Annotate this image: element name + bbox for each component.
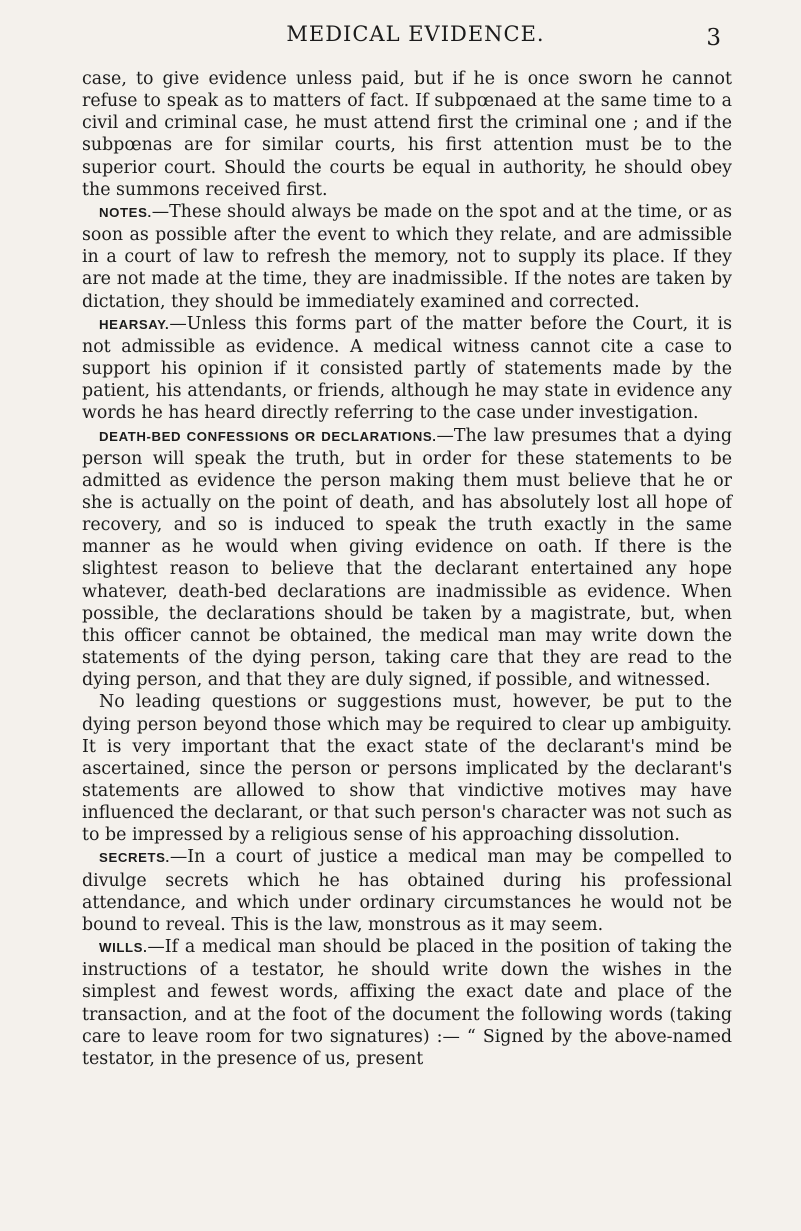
paragraph-opening: case, to give evidence unless paid, but if he is once sworn he cannot refuse to speak as to matters of fact. If subpœnaed at the same time to a civil and criminal case, he must attend first the criminal one ; and if the subpœnas are for similar courts, his first attention must be to the superior court. Should the courts be equal in authority, he should obey the summons received first. [82, 69, 732, 200]
paragraph-wills [82, 936, 732, 1070]
paragraph-hearsay-text: —Unless this forms part of the matter before the Court, it is not admissible as evidence. A medical witness cannot cite a case to support his opinion if it consisted partly of statements made by the patient, his attendants, or friends, although he may state in evidence any words he has heard directly referring to the case under investigation. [82, 313, 732, 424]
paragraph-death-bed-text: —The law presumes that a dying person will speak the truth, but in order for these statements to be admitted as evidence the person making them must believe that he or she is actually on the point of death, and has absolutely lost all hope of recovery, and so is induced to speak the truth exactly in the same manner as he would when giving evidence on oath. If there is the slightest reason to believe that the declarant entertained any hope whatever, death-bed declarations are inadmissible as evidence. When possible, the declarations should be taken by a magistrate, but, when this officer cannot be obtained, the medical man may write down the statements of the dying person, taking care that they are read to the dying person, and that they are duly signed, if possible, and witnessed. [82, 425, 732, 691]
section-heading-death-bed: DEATH-BED CONFESSIONS OR DECLARATIONS. [99, 428, 437, 444]
paragraph-death-bed [82, 425, 732, 692]
section-heading-notes: NOTES. [99, 204, 152, 220]
paragraph-secrets-text: —In a court of justice a medical man may be compelled to divulge secrets which he has obtained during his professional attendance, and which under ordinary circumstances he would not be bound to reveal. This is the law, monstrous as it may seem. [82, 847, 732, 935]
paragraph-notes-text: —These should always be made on the spot and at the time, or as soon as possible after the event to which they relate, and are admissible in a court of law to refresh the memory, not to supply its place. If they are not made at the time, they are inadmissible. If the notes are taken by dictation, they should be immediately examined and corrected. [82, 201, 732, 312]
paragraph-leading-questions: No leading questions or suggestions must, however, be put to the dying person beyond those which may be required to clear up ambiguity. It is very important that the exact state of the declarant's mind be ascertained, since the person or persons implicated by the declarant's statements are allowed to show that vindictive motives may have influenced the declarant, or that such person's character was not such as to be impressed by a religious sense of his approaching dissolution. [82, 692, 732, 846]
page-header [0, 22, 801, 54]
paragraph-notes [82, 201, 732, 313]
page-number: 3 [706, 25, 721, 51]
paragraph-wills-text: —If a medical man should be placed in the position of taking the instructions of a testator, he should write down the wishes in the simplest and fewest words, affixing the exact date and place of the transaction, and at the foot of the document the following words (taking care to leave room for two signatures) :— “ Signed by the above-named testator, in the presence of us, present [82, 937, 732, 1069]
section-heading-wills: WILLS. [99, 940, 148, 956]
paragraph-secrets [82, 846, 732, 936]
section-heading-hearsay: HEARSAY. [99, 316, 170, 332]
running-head: MEDICAL EVIDENCE. [286, 22, 545, 46]
section-heading-secrets: SECRETS. [99, 850, 170, 866]
body-text [82, 68, 732, 1070]
paragraph-hearsay [82, 313, 732, 425]
